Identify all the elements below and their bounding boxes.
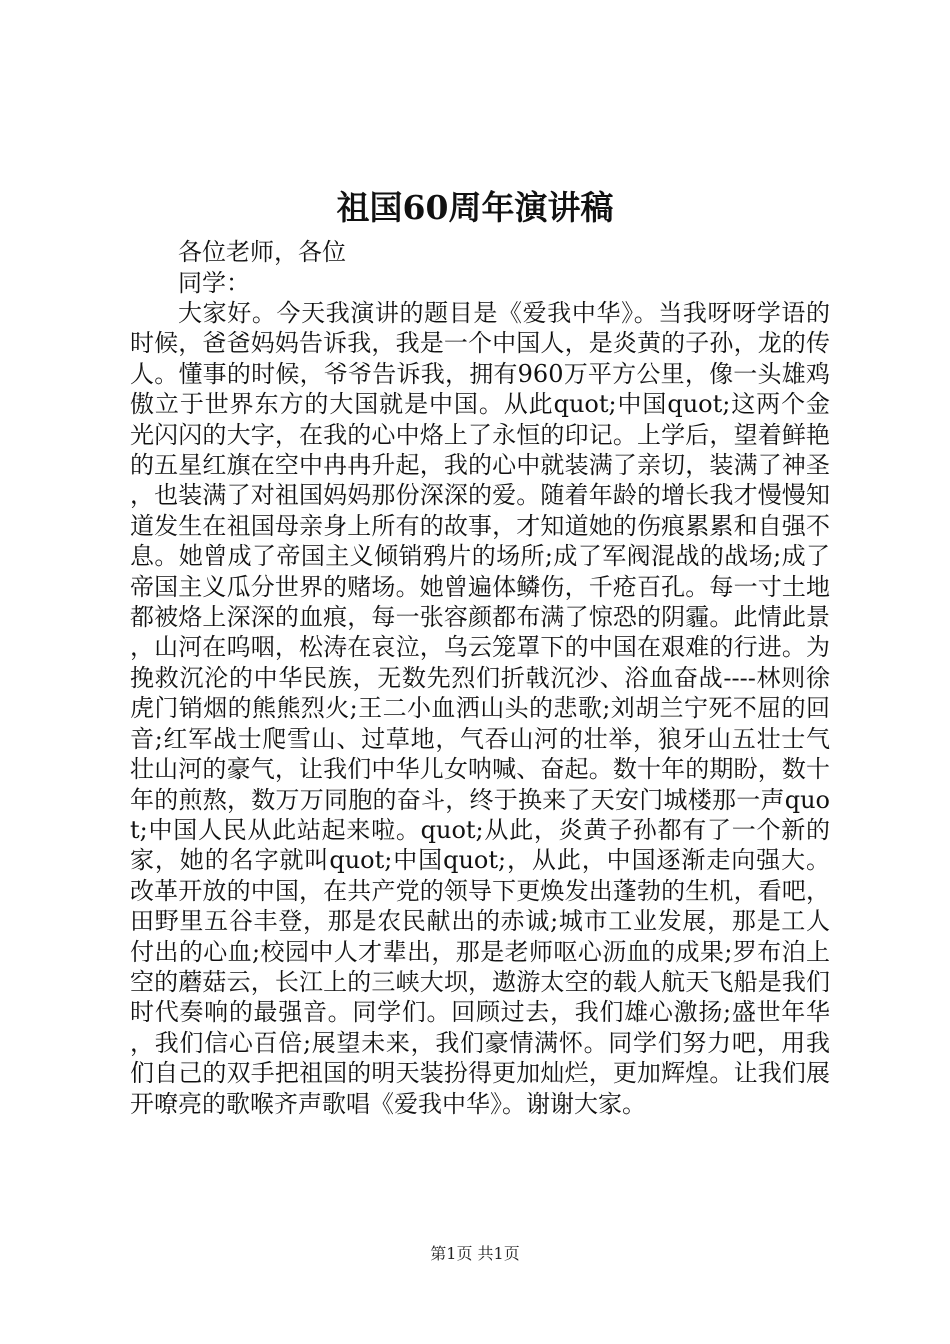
page-number-footer: 第1页 共1页 <box>430 1244 520 1263</box>
salutation-line-2: 同学： <box>178 269 250 297</box>
salutation-line-1: 各位老师，各位 <box>178 238 346 266</box>
page-title: 祖国60周年演讲稿 <box>336 188 614 227</box>
speech-body-paragraph: 大家好。今天我演讲的题目是《爱我中华》。当我呀呀学语的时候，爸爸妈妈告诉我，我是一个中国人，是炎黄的子孙，龙的传人。懂事的时候，爷爷告诉我，拥有960万平方公里，像一头雄鸡傲立于世界东方的大国就是中国。从此quot;中国quot;这两个金光闪闪的大字，在我的心中烙上了永恒的印记。上学后，望着鲜艳的五星红旗在空中冉冉升起，我的心中就装满了亲切，装满了神圣，也装满了对祖国妈妈那份深深的爱。随着年龄的增长我才慢慢知道发生在祖国母亲身上所有的故事，才知道她的伤痕累累和自强不息。她曾成了帝国主义倾销鸦片的场所;成了军阀混战的战场;成了帝国主义瓜分世界的赌场。她曾遍体鳞伤，千疮百孔。每一寸土地都被烙上深深的血痕，每一张容颜都布满了惊恐的阴霾。此情此景，山河在呜咽，松涛在哀泣，乌云笼罩下的中国在艰难的行进。为挽救沉沦的中华民族，无数先烈们折戟沉沙、浴血奋战----林则徐虎门销烟的熊熊烈火;王二小血洒山头的悲歌;刘胡兰宁死不屈的回音;红军战士爬雪山、过草地，气吞山河的壮举，狼牙山五壮士气壮山河的豪气，让我们中华儿女呐喊、奋起。数十年的期盼，数十年的煎熬，数万万同胞的奋斗，终于换来了天安门城楼那一声quot;中国人民从此站起来啦。quot;从此，炎黄子孙都有了一个新的家，她的名字就叫quot;中国quot;，从此，中国逐渐走向强大。改革开放的中国，在共产党的领导下更焕发出蓬勃的生机，看吧，田野里五谷丰登，那是农民献出的赤诚;城市工业发展，那是工人付出的心血;校园中人才辈出，那是老师呕心沥血的成果;罗布泊上空的蘑菇云，长江上的三峡大坝，遨游太空的载人航天飞船是我们时代奏响的最强音。同学们。回顾过去，我们雄心激扬;盛世年华，我们信心百倍;展望未来，我们豪情满怀。同学们努力吧，用我们自己的双手把祖国的明天装扮得更加灿烂，更加辉煌。让我们展开嘹亮的歌喉齐声歌唱《爱我中华》。谢谢大家。 <box>130 299 830 1118</box>
